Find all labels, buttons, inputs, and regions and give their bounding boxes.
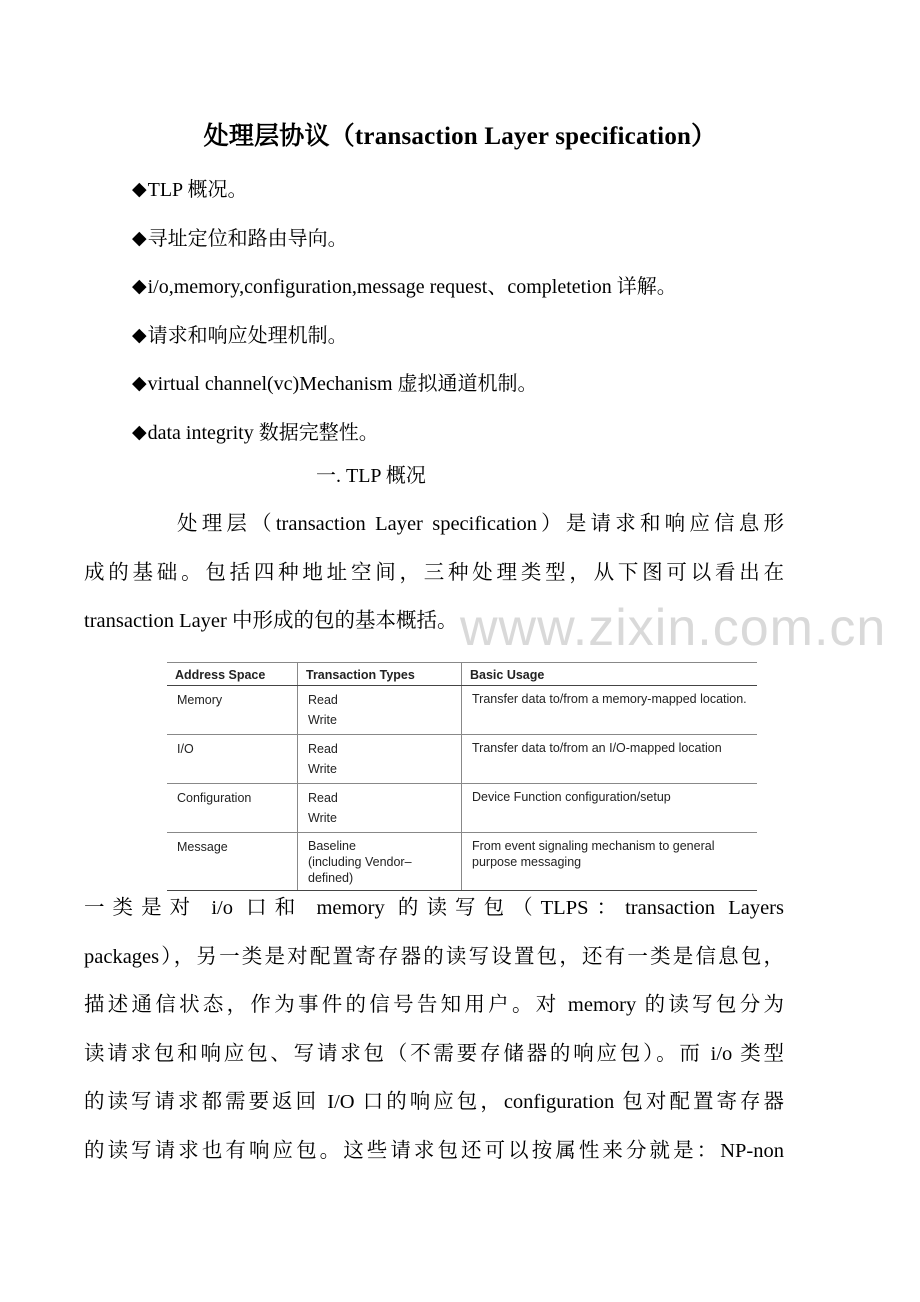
address-space-cell: Message: [167, 833, 298, 891]
table-row: [167, 784, 757, 833]
column-header-basic-usage: Basic Usage: [462, 663, 758, 686]
paragraph-line: 的读写请求都需要返回 I/O 口的响应包，configuration 包对配置寄存器: [84, 1091, 784, 1113]
transaction-types-cell: [298, 735, 462, 784]
outline-item: [132, 215, 677, 264]
basic-usage-cell: Transfer data to/from an I/O-mapped location: [462, 735, 758, 784]
table-header-row: [167, 663, 757, 686]
paragraph-line: 成的基础。包括四种地址空间，三种处理类型，从下图可以看出在: [84, 561, 784, 584]
diamond-bullet-icon: ◆: [132, 373, 147, 395]
intro-paragraph: [84, 500, 784, 646]
outline-item: [132, 263, 677, 312]
paragraph-line: 的读写请求也有响应包。这些请求包还可以按属性来分就是：NP-non: [84, 1139, 784, 1162]
diamond-bullet-icon: ◆: [132, 227, 147, 249]
transaction-type: Write: [308, 811, 337, 825]
transaction-type: defined): [308, 871, 354, 885]
transaction-type: Write: [308, 713, 337, 727]
address-space-table: [167, 662, 757, 891]
basic-usage-cell: Device Function configuration/setup: [462, 784, 758, 833]
section-heading: 一. TLP 概况: [316, 465, 426, 487]
outline-item-text: 请求和响应处理机制。: [147, 324, 348, 347]
outline-item: [132, 312, 677, 361]
transaction-types-cell: [298, 784, 462, 833]
transaction-type: Read: [308, 791, 338, 805]
column-header-address-space: Address Space: [167, 663, 298, 686]
diamond-bullet-icon: ◆: [132, 421, 147, 443]
transaction-types-cell: [298, 686, 462, 735]
address-space-cell: Configuration: [167, 784, 298, 833]
transaction-type: Read: [308, 693, 338, 707]
outline-item-text: TLP 概况。: [147, 179, 248, 202]
diamond-bullet-icon: ◆: [132, 276, 147, 298]
outline-item-text: data integrity 数据完整性。: [147, 421, 379, 444]
table-row: [167, 686, 757, 735]
basic-usage-cell: From event signaling mechanism to general purpose messaging: [462, 833, 758, 891]
diamond-bullet-icon: ◆: [132, 179, 147, 201]
paragraph-line: 处理层（transaction Layer specification）是请求和响应信息形: [177, 513, 784, 535]
paragraph-line: 一类是对 i/o 口和 memory 的读写包（TLPS：transaction Layers: [84, 897, 784, 919]
diamond-bullet-icon: ◆: [132, 324, 147, 346]
basic-usage-cell: Transfer data to/from a memory-mapped location.: [462, 686, 758, 735]
outline-item-text: 寻址定位和路由导向。: [147, 227, 348, 250]
transaction-type: Write: [308, 762, 337, 776]
address-space-cell: Memory: [167, 686, 298, 735]
page-title: 处理层协议（transaction Layer specification）: [203, 123, 717, 150]
outline-item: [132, 409, 677, 458]
paragraph-line: transaction Layer 中形成的包的基本概括。: [84, 610, 458, 632]
outline-item-text: i/o,memory,configuration,message request、completetion 详解。: [147, 276, 677, 299]
outline-list: [132, 166, 677, 457]
transaction-types-cell: [298, 833, 462, 891]
outline-item-text: virtual channel(vc)Mechanism 虚拟通道机制。: [147, 373, 538, 396]
paragraph-line: 描述通信状态，作为事件的信号告知用户。对 memory 的读写包分为: [84, 994, 784, 1016]
paragraph-line: 读请求包和响应包、写请求包（不需要存储器的响应包）。而 i/o 类型: [84, 1042, 784, 1065]
body-paragraph: [84, 884, 784, 1175]
table-row: [167, 735, 757, 784]
address-space-cell: I/O: [167, 735, 298, 784]
outline-item: [132, 360, 677, 409]
transaction-type: (including Vendor–: [308, 855, 412, 869]
watermark: www.zixin.com.cn: [460, 599, 887, 657]
transaction-type: Baseline: [308, 839, 356, 853]
transaction-type: Read: [308, 742, 338, 756]
outline-item: [132, 166, 677, 215]
table-row: [167, 833, 757, 891]
paragraph-line: packages），另一类是对配置寄存器的读写设置包，还有一类是信息包，: [84, 945, 784, 968]
column-header-transaction-types: Transaction Types: [298, 663, 462, 686]
